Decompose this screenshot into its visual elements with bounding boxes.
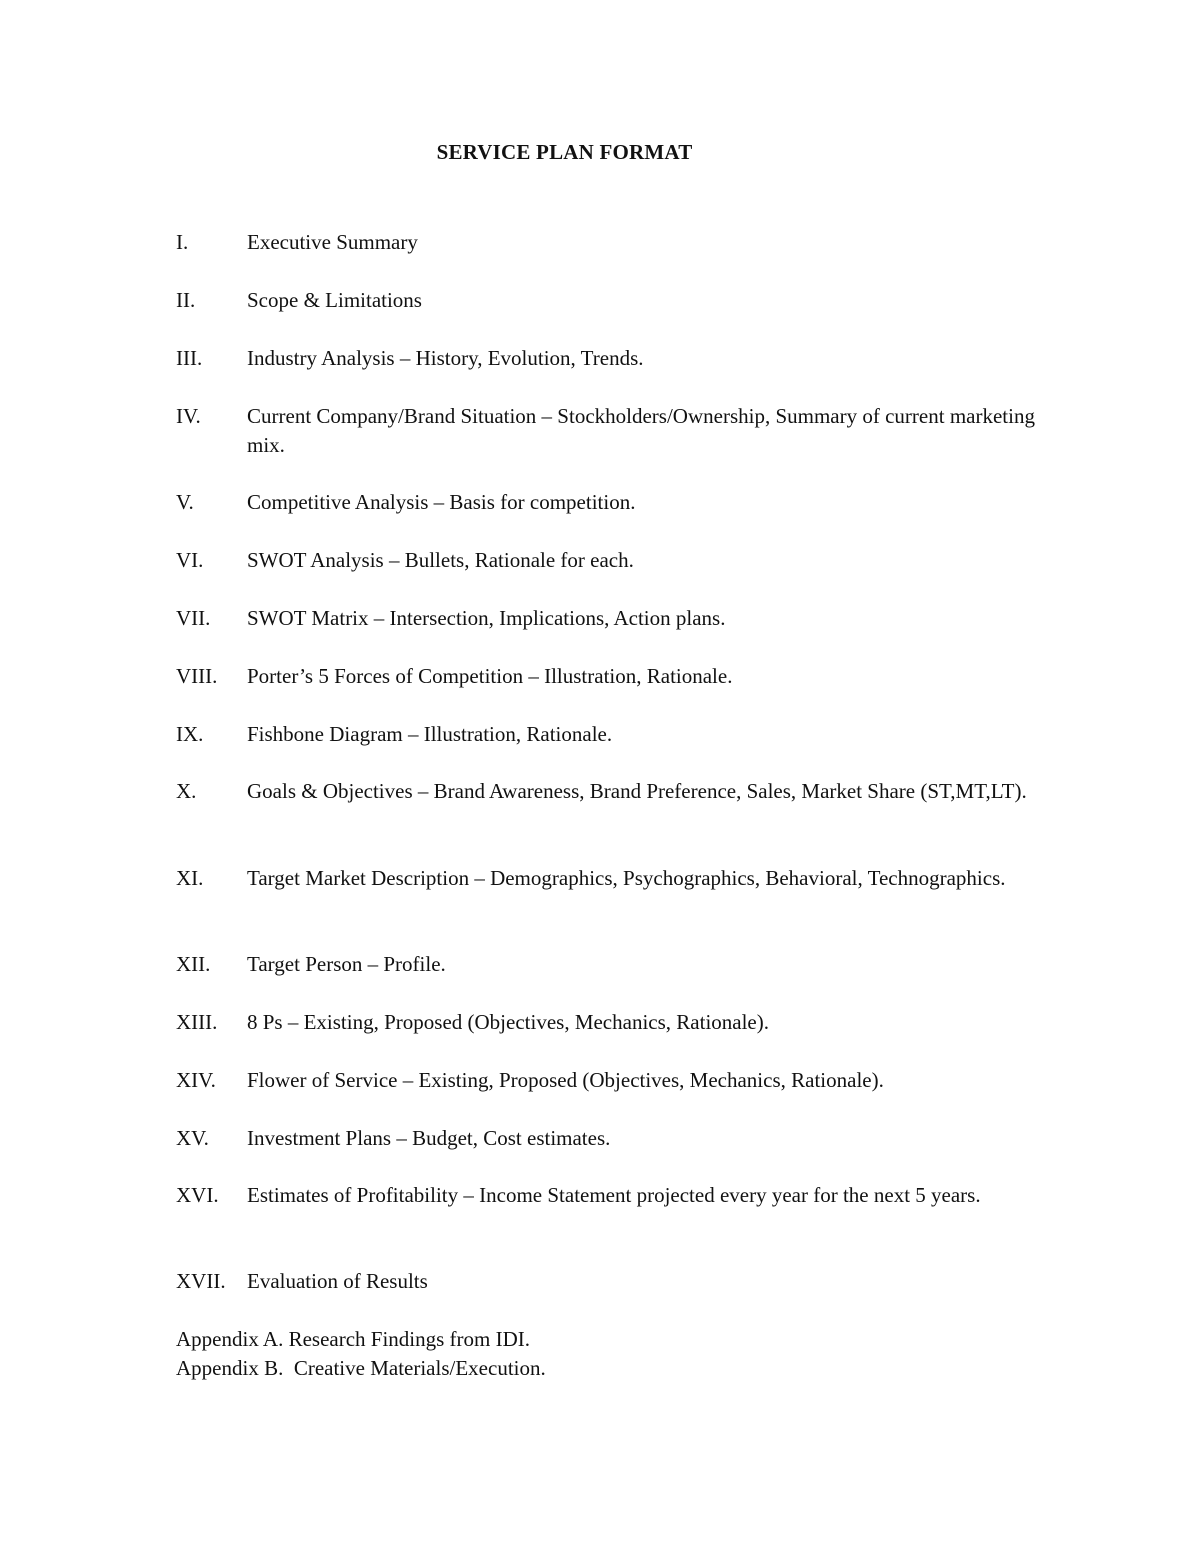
outline-item	[176, 864, 1056, 893]
item-text: Fishbone Diagram – Illustration, Rationale.	[247, 722, 613, 746]
item-text: Goals & Objectives – Brand Awareness, Brand Preference, Sales, Market Share (ST,MT,LT).	[247, 779, 1027, 803]
item-text: Target Person – Profile.	[247, 952, 446, 976]
item-text: Estimates of Profitability – Income Statement projected every year for the next 5 years.	[247, 1183, 981, 1207]
item-number: VII.	[176, 606, 211, 630]
item-number: X.	[176, 779, 197, 803]
item-number: I.	[176, 230, 189, 254]
item-text: Current Company/Brand Situation – Stockholders/Ownership, Summary of current marketing mix.	[247, 404, 1035, 457]
outline-item	[176, 546, 1056, 575]
item-text: Scope & Limitations	[247, 288, 422, 312]
outline-item	[176, 286, 1056, 315]
outline-item	[176, 402, 1056, 460]
item-text: Industry Analysis – History, Evolution, Trends.	[247, 346, 644, 370]
outline-item	[176, 1066, 1056, 1095]
item-number: XVI.	[176, 1183, 219, 1207]
item-number: V.	[176, 490, 194, 514]
item-number: XI.	[176, 866, 204, 890]
page-title: SERVICE PLAN FORMAT	[436, 140, 693, 164]
appendix-a: Appendix A. Research Findings from IDI.	[176, 1327, 531, 1351]
item-text: Porter’s 5 Forces of Competition – Illustration, Rationale.	[247, 664, 733, 688]
outline-item	[176, 344, 1056, 373]
item-number: XII.	[176, 952, 211, 976]
item-text: Flower of Service – Existing, Proposed (Objectives, Mechanics, Rationale).	[247, 1068, 884, 1092]
outline-item	[176, 1008, 1056, 1037]
outline-item	[176, 720, 1056, 749]
item-number: VI.	[176, 548, 204, 572]
item-number: IX.	[176, 722, 204, 746]
item-text: Investment Plans – Budget, Cost estimates.	[247, 1126, 611, 1150]
item-number: XIII.	[176, 1010, 218, 1034]
outline-item	[176, 950, 1056, 979]
item-number: XV.	[176, 1126, 209, 1150]
outline-item	[176, 604, 1056, 633]
outline-item	[176, 228, 1056, 257]
outline-item	[176, 662, 1056, 691]
item-number: XIV.	[176, 1068, 216, 1092]
item-text: Evaluation of Results	[247, 1269, 428, 1293]
appendix-b: Appendix B. Creative Materials/Execution.	[176, 1356, 546, 1380]
item-text: 8 Ps – Existing, Proposed (Objectives, Mechanics, Rationale).	[247, 1010, 769, 1034]
outline-item	[176, 1181, 1056, 1210]
item-text: SWOT Analysis – Bullets, Rationale for each.	[247, 548, 634, 572]
item-text: Executive Summary	[247, 230, 418, 254]
item-text: Competitive Analysis – Basis for competition.	[247, 490, 636, 514]
outline-item	[176, 1267, 1056, 1296]
item-text: Target Market Description – Demographics, Psychographics, Behavioral, Technographics.	[247, 866, 1006, 890]
item-number: IV.	[176, 404, 201, 428]
item-number: II.	[176, 288, 196, 312]
item-text: SWOT Matrix – Intersection, Implications, Action plans.	[247, 606, 726, 630]
outline-item	[176, 777, 1056, 806]
item-number: XVII.	[176, 1269, 226, 1293]
item-number: VIII.	[176, 664, 218, 688]
outline-item	[176, 488, 1056, 517]
item-number: III.	[176, 346, 203, 370]
outline-item	[176, 1124, 1056, 1153]
